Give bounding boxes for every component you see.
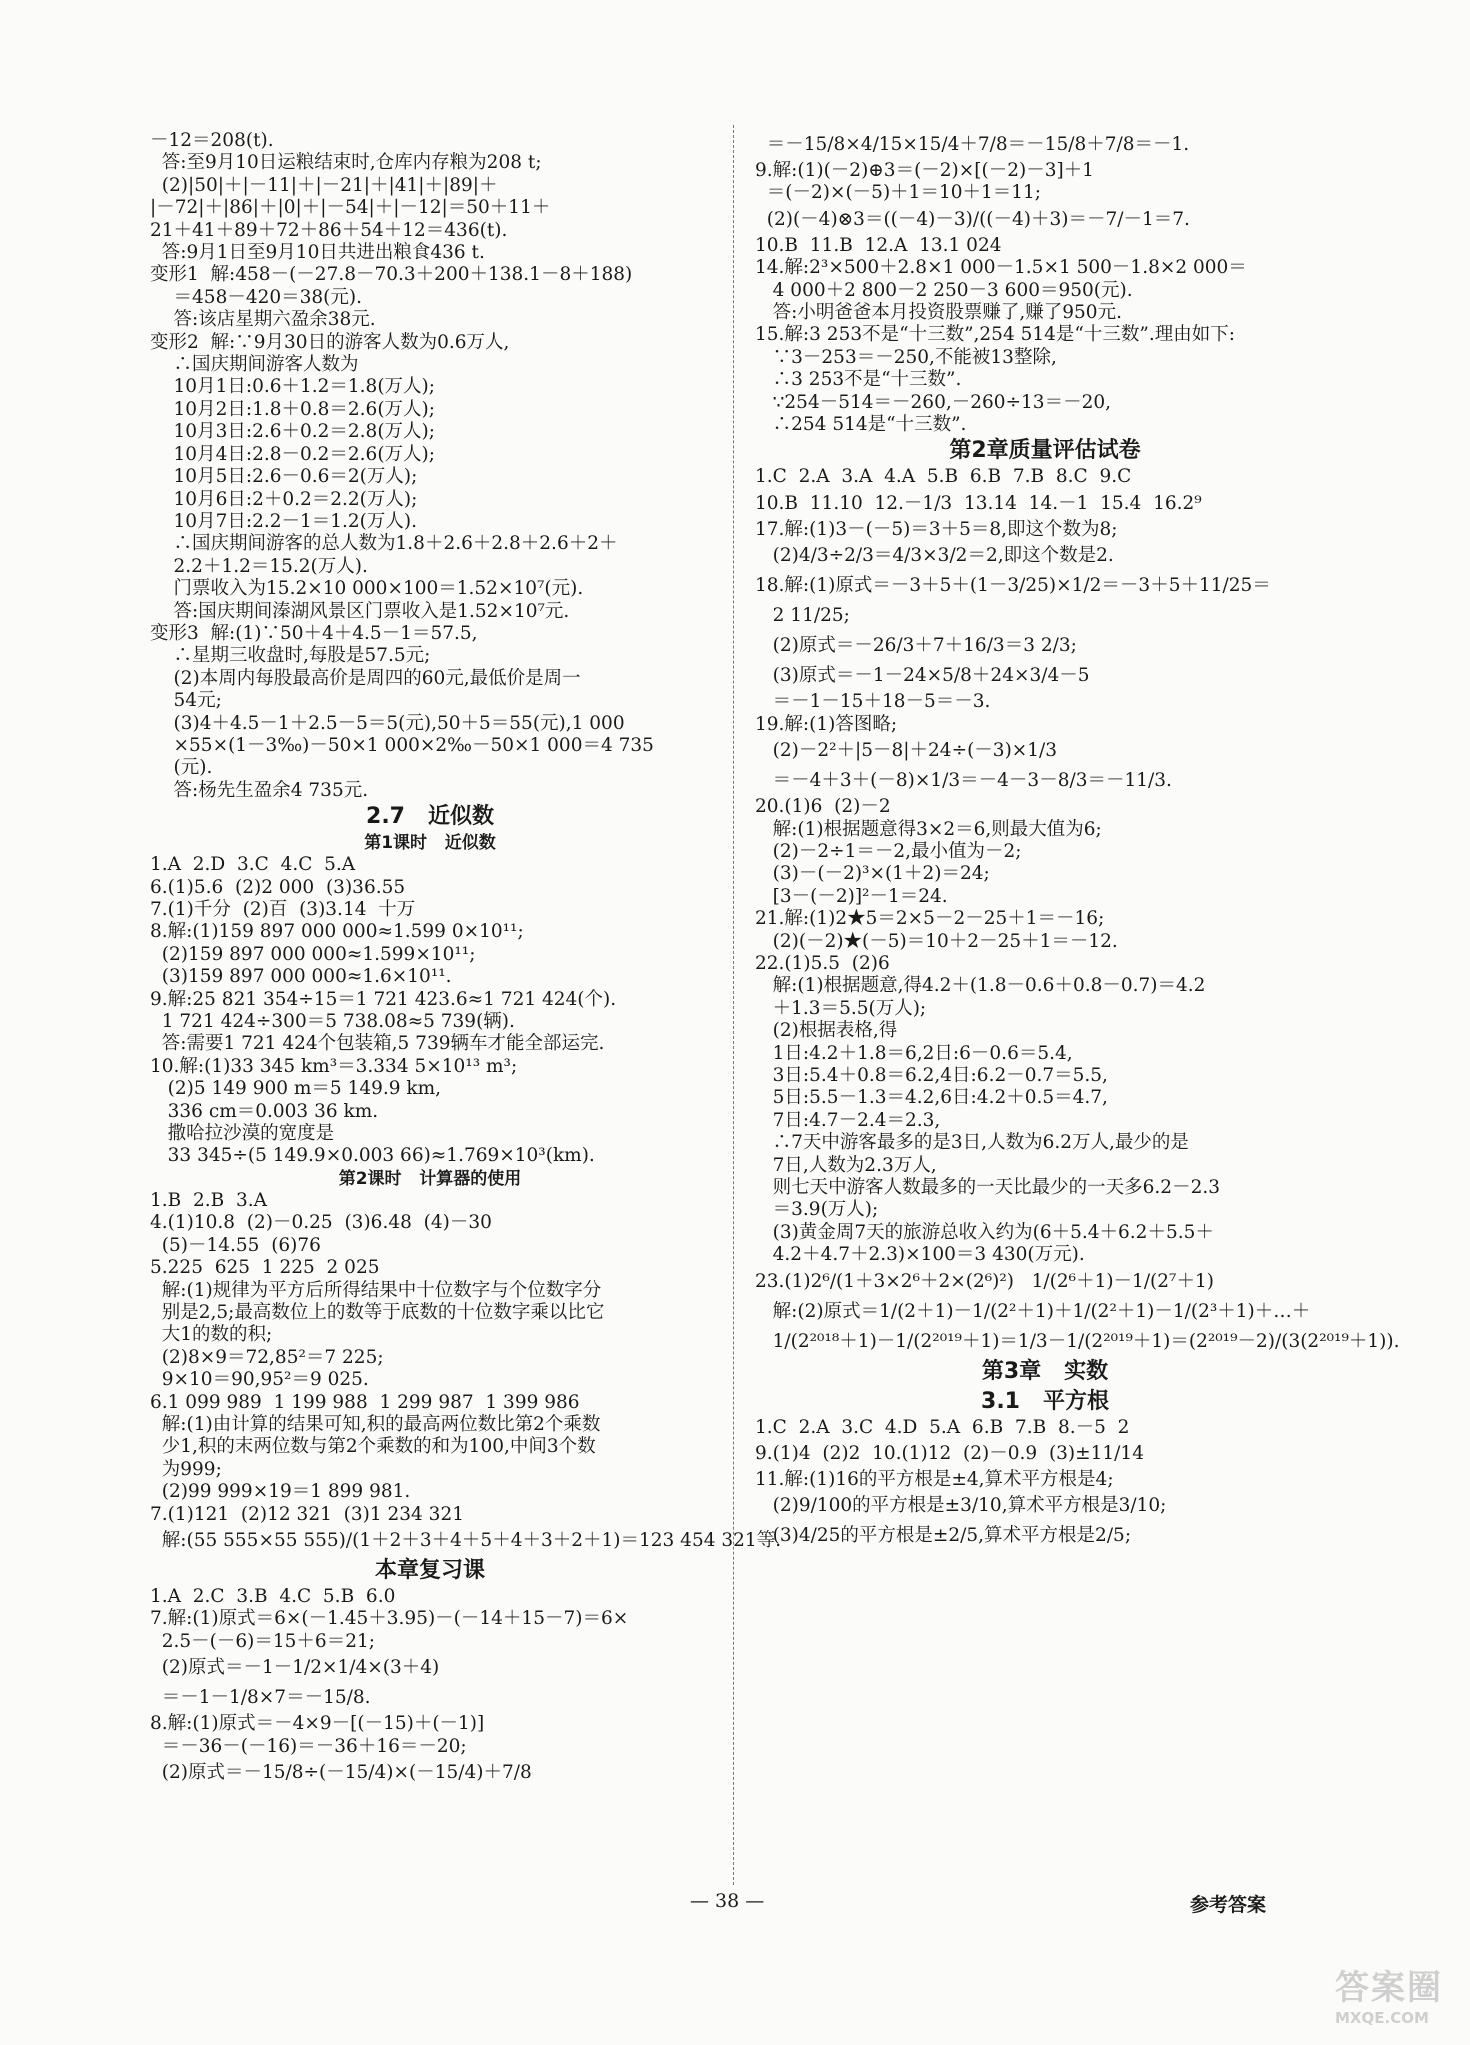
answer-line: ＝458－420＝38(元). <box>150 286 363 308</box>
answer-line: 7.解:(1)原式＝6×(－1.45＋3.95)－(－14＋15－7)＝6× <box>150 1608 629 1630</box>
answer-line: 1.C 2.A 3.C 4.D 5.A 6.B 7.B 8.－5 2 <box>755 1416 1130 1438</box>
answer-line: 2.5－(－6)＝15＋6＝21; <box>150 1630 375 1652</box>
answer-line: 5.225 625 1 225 2 025 <box>150 1257 380 1279</box>
answer-line: 撒哈拉沙漠的宽度是 <box>150 1123 335 1145</box>
answer-line: (5)－14.55 (6)76 <box>150 1234 321 1256</box>
answer-line: 为999; <box>150 1458 222 1480</box>
answer-line: ＋1.3＝5.5(万人); <box>755 997 927 1019</box>
answer-line: 大1的数的积; <box>150 1324 273 1346</box>
answer-line: ×55×(1－3‰)－50×1 000×2‰－50×1 000＝4 735 <box>150 734 654 756</box>
answer-line: (3)－(－2)³×(1＋2)＝24; <box>755 863 990 885</box>
answer-line: 7.(1)121 (2)12 321 (3)1 234 321 <box>150 1503 464 1525</box>
answer-line: 答:至9月10日运粮结束时,仓库内存粮为208 t; <box>150 152 542 174</box>
answer-line: 解:(55 555×55 555)/(1＋2＋3＋4＋5＋4＋3＋2＋1)＝123 454 321等. <box>150 1529 782 1551</box>
answer-line: 10.解:(1)33 345 km³＝3.334 5×10¹³ m³; <box>150 1055 518 1077</box>
answer-line: 变形1 解:458－(－27.8－70.3＋200＋138.1－8＋188) <box>150 264 633 286</box>
answer-line: (2)原式＝－15/8÷(－15/4)×(－15/4)＋7/8 <box>150 1762 532 1783</box>
answer-line: 19.解:(1)答图略; <box>755 713 898 735</box>
answer-line: (2)根据表格,得 <box>755 1020 898 1042</box>
answer-line: 解:(1)规律为平方后所得结果中十位数字与个位数字分 <box>150 1279 602 1301</box>
answer-line: ＝－36－(－16)＝－36＋16＝－20; <box>150 1735 467 1757</box>
answer-line: 3日:5.4＋0.8＝6.2,4日:6.2－0.7＝5.5, <box>755 1064 1108 1086</box>
answer-line: 5日:5.5－1.3＝4.2,6日:4.2＋0.5＝4.7, <box>755 1087 1108 1109</box>
answer-line: 则七天中游客人数最多的一天比最少的一天多6.2－2.3 <box>755 1177 1220 1198</box>
answer-line: ∴星期三收盘时,每股是57.5元; <box>150 645 431 667</box>
answer-line: 8.解:(1)159 897 000 000≈1.599 0×10¹¹; <box>150 921 524 943</box>
answer-line: ∴254 514是“十三数”. <box>755 414 967 436</box>
answer-line: 解:(2)原式＝1/(2＋1)－1/(2²＋1)＋1/(2²＋1)－1/(2³＋1)＋…＋ <box>755 1300 1311 1322</box>
answer-line: [3－(－2)]²－1＝24. <box>755 885 948 907</box>
right-column <box>755 130 1400 1551</box>
answer-line: 21＋41＋89＋72＋86＋54＋12＝436(t). <box>150 219 508 241</box>
answer-line: 10月3日:2.6＋0.2＝2.8(万人); <box>150 421 435 443</box>
answer-line: 1 721 424÷300＝5 738.08≈5 739(辆). <box>150 1011 515 1033</box>
answer-line: 10月5日:2.6－0.6＝2(万人); <box>150 466 418 488</box>
answer-line: 1.C 2.A 3.A 4.A 5.B 6.B 7.B 8.C 9.C <box>755 466 1132 488</box>
answer-line: ＝3.9(万人); <box>755 1199 879 1221</box>
answer-line: (2)(－2)★(－5)＝10＋2－25＋1＝－12. <box>755 930 1118 952</box>
answer-line: 解:(1)根据题意,得4.2＋(1.8－0.6＋0.8－0.7)＝4.2 <box>755 975 1206 997</box>
answer-line: ∴国庆期间游客人数为 <box>150 354 359 376</box>
answer-line: 1/(2²⁰¹⁸＋1)－1/(2²⁰¹⁹＋1)＝1/3－1/(2²⁰¹⁹＋1)＝(2²⁰¹⁹－2)/(3(2²⁰¹⁹＋1)). <box>755 1330 1400 1352</box>
answer-line: 15.解:3 253不是“十三数”,254 514是“十三数”.理由如下: <box>755 324 1235 346</box>
answer-line: (2)159 897 000 000≈1.599×10¹¹; <box>150 943 476 965</box>
answer-line: 别是2,5;最高数位上的数等于底数的十位数字乘以比它 <box>150 1301 605 1323</box>
answer-line: ＝－4＋3＋(－8)×1/3＝－4－3－8/3＝－11/3. <box>755 770 1172 792</box>
answer-line: 10月7日:2.2－1＝1.2(万人). <box>150 510 417 532</box>
section-heading: 2.7 近似数 <box>366 804 494 830</box>
answer-line: 2.2＋1.2＝15.2(万人). <box>150 555 368 577</box>
answer-line: ＝－15/8×4/15×15/4＋7/8＝－15/8＋7/8＝－1. <box>755 134 1190 155</box>
answer-line: 9.(1)4 (2)2 10.(1)12 (2)－0.9 (3)±11/14 <box>755 1443 1144 1465</box>
answer-line: |－72|＋|86|＋|0|＋|－54|＋|－12|＝50＋11＋ <box>150 197 551 219</box>
answer-line: 4.2＋4.7＋2.3)×100＝3 430(万元). <box>755 1244 1085 1266</box>
answer-line: ＝－1－15＋18－5＝－3. <box>755 691 991 713</box>
lesson-heading: 第1课时 近似数 <box>364 833 496 854</box>
answer-line: (2)原式＝－26/3＋7＋16/3＝3 2/3; <box>755 635 1077 657</box>
answer-line: (2)原式＝－1－1/2×1/4×(3＋4) <box>150 1657 440 1679</box>
answer-line: 9.解:(1)(－2)⊕3＝(－2)×[(－2)－3]＋1 <box>755 160 1094 181</box>
answer-line: 门票收入为15.2×10 000×100＝1.52×10⁷(元). <box>150 578 584 600</box>
answer-line: (元). <box>150 757 213 779</box>
answer-line: 10月2日:1.8＋0.8＝2.6(万人); <box>150 398 435 420</box>
answer-line: 10月1日:0.6＋1.2＝1.8(万人); <box>150 376 435 398</box>
answer-line: 答:该店星期六盈余38元. <box>150 309 376 331</box>
answer-line: 答:需要1 721 424个包装箱,5 739辆车才能全部运完. <box>150 1033 605 1055</box>
answer-line: (3)4＋4.5－1＋2.5－5＝5(元),50＋5＝55(元),1 000 <box>150 712 625 734</box>
answer-line: (2)99 999×19＝1 899 981. <box>150 1481 411 1503</box>
answer-line: 6.(1)5.6 (2)2 000 (3)36.55 <box>150 876 406 898</box>
answer-line: (2)9/100的平方根是±3/10,算术平方根是3/10; <box>755 1495 1167 1517</box>
answer-line: (2)－2²＋|5－8|＋24÷(－3)×1/3 <box>755 740 1058 762</box>
answer-line: (2)8×9＝72,85²＝7 225; <box>150 1346 384 1368</box>
watermark-title: 答案圈 <box>1335 1968 1443 2008</box>
section-heading: 本章复习课 <box>374 1557 485 1583</box>
answer-line: 少1,积的末两位数与第2个乘数的和为100,中间3个数 <box>150 1436 596 1458</box>
answer-line: 2 11/25; <box>755 605 850 627</box>
answer-line: (3)4/25的平方根是±2/5,算术平方根是2/5; <box>755 1525 1132 1547</box>
answer-line: 9.解:25 821 354÷15＝1 721 423.6≈1 721 424(个). <box>150 988 617 1010</box>
answer-line: ∵254－514＝－260,－260÷13＝－20, <box>755 391 1111 413</box>
answer-line: 23.(1)2⁶/(1＋3×2⁶＋2×(2⁶)²) 1/(2⁶＋1)－1/(2⁷＋1) <box>755 1270 1214 1292</box>
answer-line: ∴7天中游客最多的是3日,人数为6.2万人,最少的是 <box>755 1132 1189 1154</box>
section-heading: 第3章 实数 <box>981 1358 1109 1384</box>
answer-line: 1.A 2.D 3.C 4.C 5.A <box>150 854 356 876</box>
answer-line: 答:小明爸爸本月投资股票赚了,赚了950元. <box>755 302 1122 324</box>
answer-line: 22.(1)5.5 (2)6 <box>755 952 890 974</box>
answer-line: 10月4日:2.8－0.2＝2.6(万人); <box>150 443 435 465</box>
footer-label: 参考答案 <box>1190 1894 1267 1916</box>
section-heading: 3.1 平方根 <box>981 1388 1109 1414</box>
answer-line: (3)159 897 000 000≈1.6×10¹¹. <box>150 966 452 988</box>
answer-line: 11.解:(1)16的平方根是±4,算术平方根是4; <box>755 1469 1114 1491</box>
answer-line: (2)5 149 900 m＝5 149.9 km, <box>150 1078 442 1100</box>
answer-line: 1日:4.2＋1.8＝6,2日:6－0.6＝5.4, <box>755 1042 1073 1064</box>
answer-line: (2)(－4)⊗3＝((－4)－3)/((－4)＋3)＝－7/－1＝7. <box>755 208 1190 230</box>
answer-line: ∴3 253不是“十三数”. <box>755 369 962 391</box>
answer-line: 4 000＋2 800－2 250－3 600＝950(元). <box>755 279 1133 301</box>
answer-line: 1.A 2.C 3.B 4.C 5.B 6.0 <box>150 1585 396 1607</box>
answer-line: 33 345÷(5 149.9×0.003 66)≈1.769×10³(km). <box>150 1145 595 1167</box>
answer-line: 14.解:2³×500＋2.8×1 000－1.5×1 500－1.8×2 000＝ <box>755 257 1247 279</box>
page-number: — 38 — <box>690 1890 765 1912</box>
watermark-logo <box>1335 1960 1463 2040</box>
column-divider <box>733 125 734 1885</box>
answer-line: 21.解:(1)2★5＝2×5－2－25＋1＝－16; <box>755 908 1105 930</box>
answer-line: 18.解:(1)原式＝－3＋5＋(1－3/25)×1/2＝－3＋5＋11/25＝ <box>755 575 1271 597</box>
answer-line: 变形2 解:∵9月30日的游客人数为0.6万人, <box>150 331 510 353</box>
answer-line: 8.解:(1)原式＝－4×9－[(－15)＋(－1)] <box>150 1713 485 1735</box>
answer-line: 10.B 11.B 12.A 13.1 024 <box>755 234 1002 256</box>
answer-line: (2)|50|＋|－11|＋|－21|＋|41|＋|89|＋ <box>150 174 498 196</box>
answer-line: ＝(－2)×(－5)＋1＝10＋1＝11; <box>755 182 1042 204</box>
left-column <box>150 130 782 1788</box>
answer-line: 20.(1)6 (2)－2 <box>755 796 891 818</box>
answer-line: 变形3 解:(1)∵50＋4＋4.5－1＝57.5, <box>150 622 478 644</box>
answer-line: 7日:4.7－2.4＝2.3, <box>755 1109 941 1131</box>
answer-line: 答:国庆期间溱湖风景区门票收入是1.52×10⁷元. <box>150 600 570 622</box>
answer-line: (2)－2÷1＝－2,最小值为－2; <box>755 840 1022 862</box>
answer-line: 答:杨先生盈余4 735元. <box>150 779 369 801</box>
answer-line: 解:(1)由计算的结果可知,积的最高两位数比第2个乘数 <box>150 1413 601 1435</box>
answer-line: 解:(1)根据题意得3×2＝6,则最大值为6; <box>755 818 1102 840</box>
answer-line: 10月6日:2＋0.2＝2.2(万人); <box>150 488 418 510</box>
answer-line: 54元; <box>150 690 222 712</box>
answer-line: 7日,人数为2.3万人, <box>755 1154 937 1176</box>
answer-line: 答:9月1日至9月10日共进出粮食436 t. <box>150 242 485 264</box>
answer-line: (3)黄金周7天的旅游总收入约为(6＋5.4＋6.2＋5.5＋ <box>755 1221 1214 1243</box>
section-heading: 第2章质量评估试卷 <box>949 438 1141 464</box>
answer-line: (2)本周内每股最高价是周四的60元,最低价是周一 <box>150 667 581 689</box>
lesson-heading: 第2课时 计算器的使用 <box>338 1168 522 1189</box>
answer-line: 9×10＝90,95²＝9 025. <box>150 1369 369 1391</box>
answer-line: 7.(1)千分 (2)百 (3)3.14 十万 <box>150 899 416 920</box>
answer-line: 336 cm＝0.003 36 km. <box>150 1100 379 1122</box>
answer-line: －12＝208(t). <box>150 130 274 151</box>
answer-line: ∵3－253＝－250,不能被13整除, <box>755 346 1057 368</box>
answer-line: 4.(1)10.8 (2)－0.25 (3)6.48 (4)－30 <box>150 1212 492 1234</box>
watermark-url: MXQE.COM <box>1335 2009 1429 2027</box>
answer-line: ＝－1－1/8×7＝－15/8. <box>150 1687 371 1709</box>
answer-line: (3)原式＝－1－24×5/8＋24×3/4－5 <box>755 665 1090 687</box>
answer-line: 6.1 099 989 1 199 988 1 299 987 1 399 986 <box>150 1391 580 1413</box>
answer-line: 17.解:(1)3－(－5)＝3＋5＝8,即这个数为8; <box>755 518 1118 540</box>
answer-line: ∴国庆期间游客的总人数为1.8＋2.6＋2.8＋2.6＋2＋ <box>150 533 618 555</box>
answer-line: 1.B 2.B 3.A <box>150 1189 268 1211</box>
answer-line: 10.B 11.10 12.－1/3 13.14 14.－1 15.4 16.2⁹ <box>755 492 1202 514</box>
answer-line: (2)4/3÷2/3＝4/3×3/2＝2,即这个数是2. <box>755 545 1114 567</box>
